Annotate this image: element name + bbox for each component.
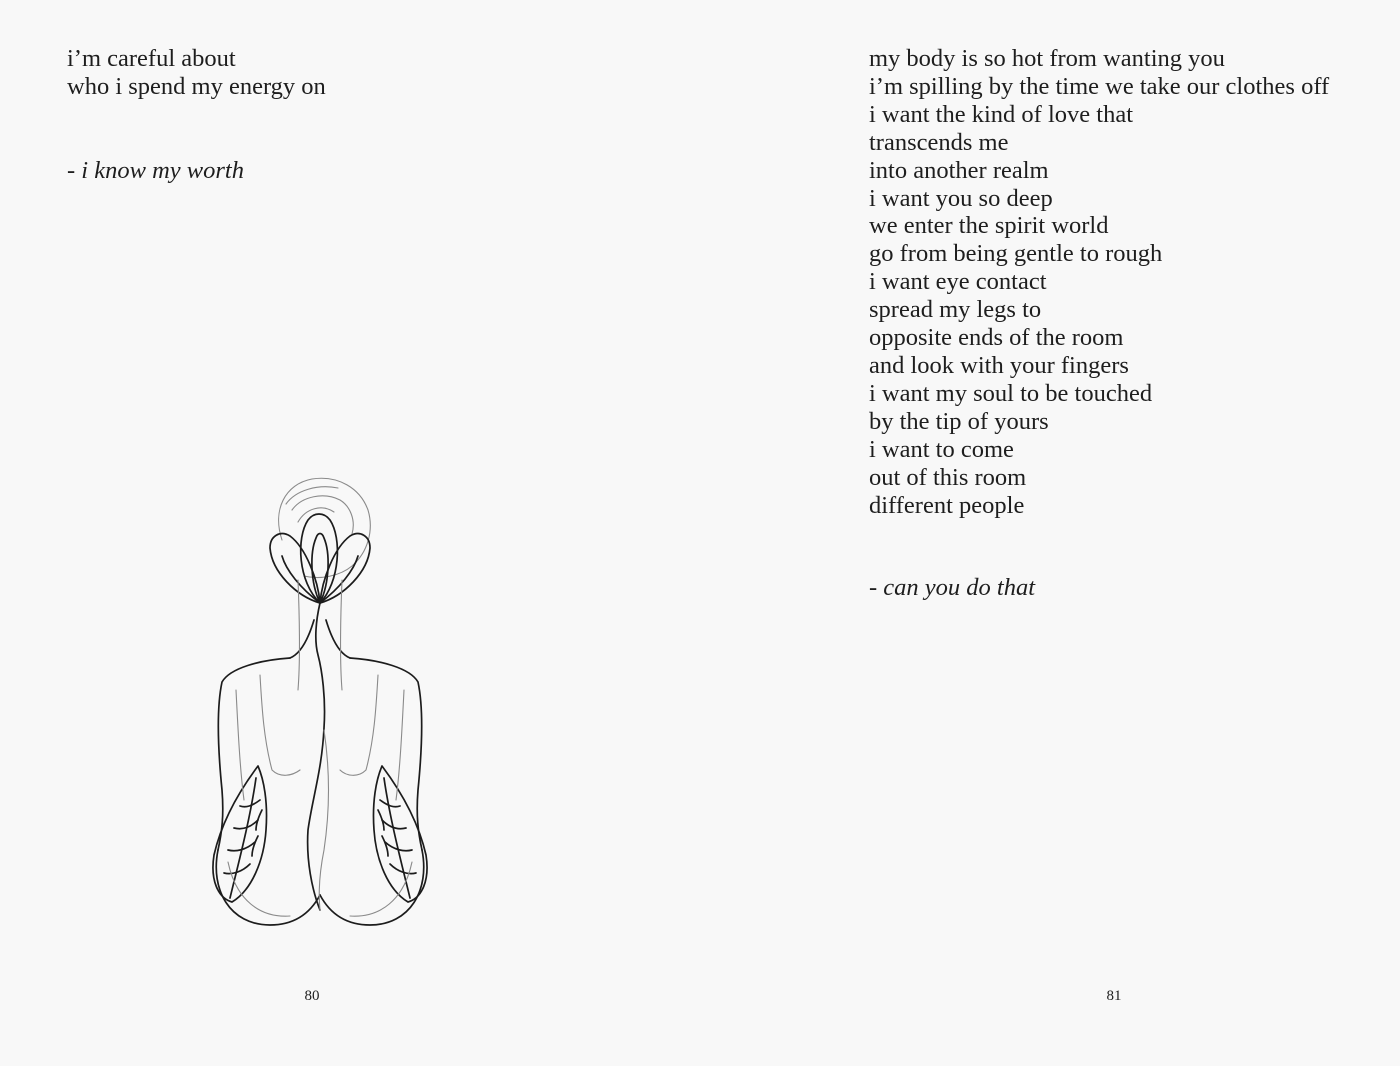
right-page [700, 0, 1400, 1066]
poem-line: we enter the spirit world [869, 212, 1109, 240]
poem-line: i want my soul to be touched [869, 379, 1153, 407]
signoff-dash: - [869, 574, 884, 601]
woman-back-line-drawing [200, 470, 440, 940]
poem-line: i want you so deep [869, 184, 1053, 212]
signoff-title: i know my worth [81, 157, 244, 184]
poem-line: different people [869, 491, 1025, 519]
left-poem [67, 45, 326, 101]
poem-line: out of this room [869, 463, 1027, 491]
right-poem [869, 45, 1329, 519]
poem-line: i want to come [869, 435, 1014, 463]
poem-line: opposite ends of the room [869, 324, 1124, 352]
page-number: 80 [304, 988, 320, 1004]
poem-line: transcends me [869, 128, 1009, 156]
page-number: 81 [1106, 988, 1122, 1004]
poem-line: i’m spilling by the time we take our clothes off [869, 72, 1330, 100]
poem-line: spread my legs to [869, 296, 1042, 324]
left-poem-signoff [67, 157, 244, 185]
poem-line: i want the kind of love that [869, 100, 1133, 128]
poem-line: go from being gentle to rough [869, 240, 1163, 268]
poem-line: into another realm [869, 156, 1049, 184]
signoff-title: can you do that [883, 574, 1036, 601]
signoff-dash: - [67, 157, 82, 184]
poem-line: my body is so hot from wanting you [869, 45, 1225, 72]
poem-line: by the tip of yours [869, 407, 1049, 435]
poem-line: and look with your fingers [869, 351, 1129, 379]
poem-line: who i spend my energy on [67, 72, 326, 100]
right-poem-signoff [869, 574, 1035, 602]
poem-line: i’m careful about [67, 45, 236, 72]
poem-line: i want eye contact [869, 268, 1047, 296]
